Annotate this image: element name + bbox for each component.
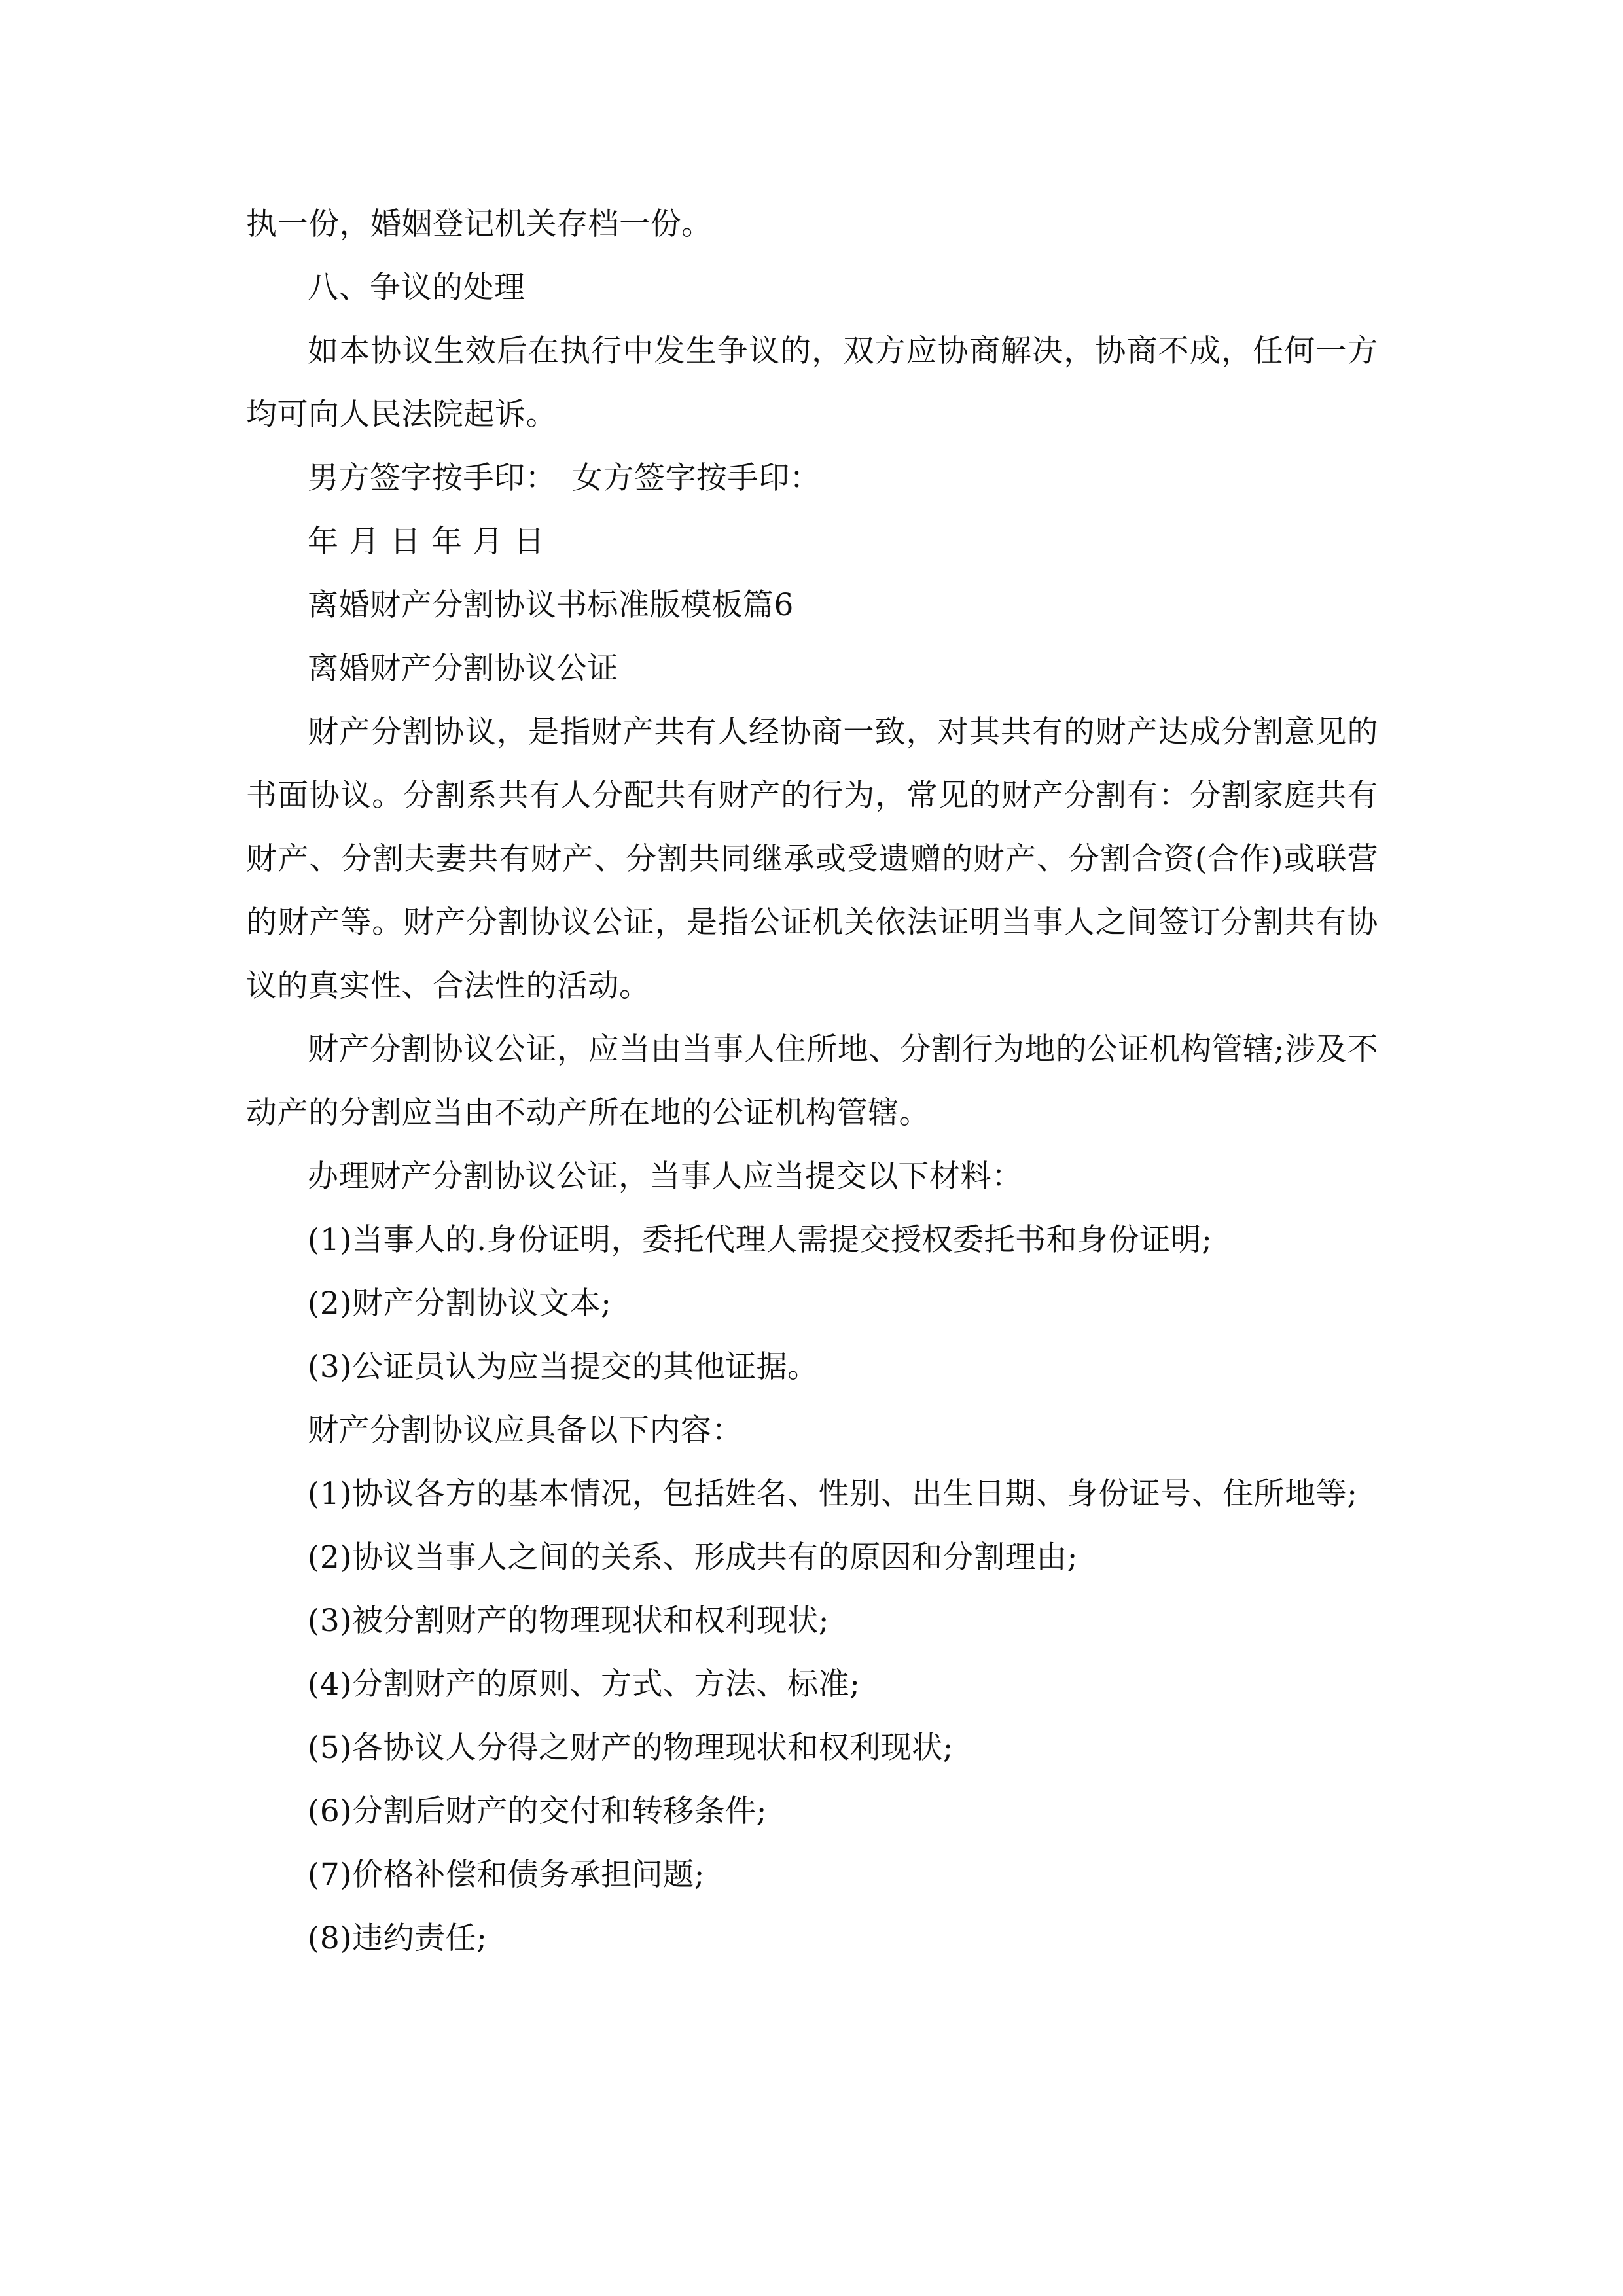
paragraph-jurisdiction: 财产分割协议公证，应当由当事人住所地、分割行为地的公证机构管辖;涉及不动产的分割应当由不动产所在地的公证机构管辖。 [246, 1031, 1378, 1131]
list-item-content-2: (2)协议当事人之间的关系、形成共有的原因和分割理由; [308, 1539, 1078, 1575]
paragraph-continuation: 执一份，婚姻登记机关存档一份。 [246, 206, 713, 242]
paragraph-definition: 财产分割协议，是指财产共有人经协商一致，对其共有的财产达成分割意见的书面协议。分割系共有人分配共有财产的行为，常见的财产分割有：分割家庭共有财产、分割夫妻共有财产、分割共同继承或受遗赠的财产、分割合资(合作)或联营的财产等。财产分割协议公证，是指公证机关依法证明当事人之间签订分割共有协议的真实性、合法性的活动。 [246, 714, 1378, 1004]
article-title: 离婚财产分割协议书标准版模板篇6 [308, 587, 794, 623]
date-line: 年 月 日 年 月 日 [308, 524, 545, 560]
list-item-content-8: (8)违约责任; [308, 1920, 488, 1956]
section-heading-notarization: 离婚财产分割协议公证 [308, 651, 618, 687]
signature-line: 男方签字按手印： 女方签字按手印： [308, 460, 821, 496]
list-item-content-6: (6)分割后财产的交付和转移条件; [308, 1793, 767, 1829]
list-item-material-2: (2)财产分割协议文本; [308, 1285, 612, 1321]
document-body [246, 192, 1378, 1970]
paragraph-dispute-resolution: 如本协议生效后在执行中发生争议的，双方应协商解决，协商不成，任何一方均可向人民法院起诉。 [246, 333, 1378, 433]
list-item-material-1: (1)当事人的.身份证明，委托代理人需提交授权委托书和身份证明; [308, 1222, 1213, 1258]
paragraph-materials-intro: 办理财产分割协议公证，当事人应当提交以下材料： [308, 1158, 1023, 1194]
list-item-content-3: (3)被分割财产的物理现状和权利现状; [308, 1603, 829, 1639]
list-item-content-4: (4)分割财产的原则、方式、方法、标准; [308, 1666, 861, 1702]
list-item-material-3: (3)公证员认为应当提交的其他证据。 [308, 1349, 819, 1385]
section-heading-dispute: 八、争议的处理 [308, 270, 526, 306]
list-item-content-1: (1)协议各方的基本情况，包括姓名、性别、出生日期、身份证号、住所地等; [308, 1476, 1358, 1512]
list-item-content-5: (5)各协议人分得之财产的物理现状和权利现状; [308, 1730, 954, 1766]
paragraph-contents-intro: 财产分割协议应具备以下内容： [308, 1412, 743, 1448]
list-item-content-7: (7)价格补偿和债务承担问题; [308, 1857, 705, 1893]
